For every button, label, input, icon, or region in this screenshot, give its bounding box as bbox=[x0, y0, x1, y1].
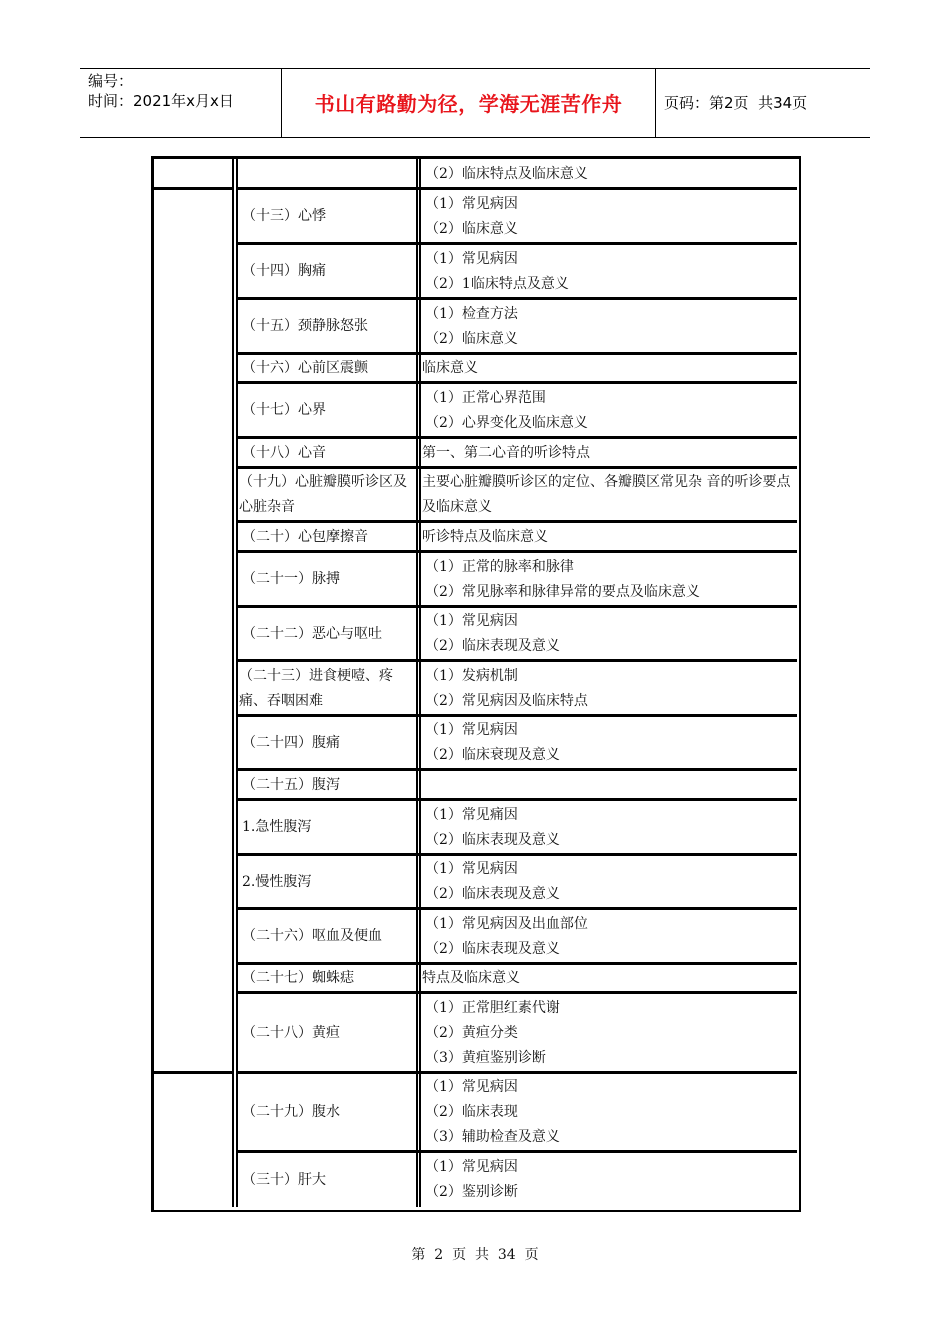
detail-line: （1）常见病因 bbox=[425, 1079, 518, 1095]
table-column-divider bbox=[416, 156, 418, 1207]
detail-line: （2）黄疸分类 bbox=[425, 1025, 518, 1041]
topic-cell: （十七）心界 bbox=[242, 402, 326, 418]
topic-cell: （二十）心包摩擦音 bbox=[242, 529, 368, 545]
detail-line: （2）鉴别诊断 bbox=[425, 1184, 518, 1200]
table-row-separator bbox=[236, 907, 797, 910]
detail-line: （2）临床表现及意义 bbox=[425, 886, 560, 902]
topic-cell: （二十九）腹水 bbox=[242, 1104, 340, 1120]
table-row-separator bbox=[236, 768, 797, 771]
detail-line: （1）常见病因 bbox=[425, 861, 518, 877]
detail-line: （3）辅助检查及意义 bbox=[425, 1129, 560, 1145]
detail-line: （1）常见病因 bbox=[425, 196, 518, 212]
topic-cell: （十五）颈静脉怒张 bbox=[242, 318, 368, 334]
table-row-separator bbox=[236, 714, 797, 717]
detail-line: 特点及临床意义 bbox=[422, 970, 520, 986]
table-row-separator bbox=[236, 466, 797, 469]
detail-line: （2）1临床特点及意义 bbox=[425, 276, 569, 292]
table-row-separator bbox=[236, 798, 797, 801]
table-column-divider bbox=[236, 156, 238, 1207]
detail-line: （1）正常的脉率和脉律 bbox=[425, 559, 574, 575]
page-header bbox=[80, 68, 870, 138]
table-row-separator bbox=[236, 1071, 797, 1074]
topic-cell: （二十六）呕血及便血 bbox=[242, 928, 382, 944]
table-column-divider bbox=[232, 156, 234, 1207]
detail-line: （2）临床意义 bbox=[425, 331, 518, 347]
motto-text: 书山有路勤为径，学海无涯苦作舟 bbox=[314, 92, 623, 116]
table-row-separator bbox=[236, 962, 797, 965]
topic-cell: （三十）肝大 bbox=[242, 1172, 326, 1188]
detail-line: （1）正常心界范围 bbox=[425, 390, 546, 406]
topic-cell: （二十七）蜘蛛痣 bbox=[242, 970, 354, 986]
detail-line: （1）常见病因 bbox=[425, 722, 518, 738]
detail-line: （1）常见痛因 bbox=[425, 807, 518, 823]
document-date-label: 时间：2021年x月x日 bbox=[88, 92, 234, 110]
topic-cell: （二十五）腹泻 bbox=[242, 777, 340, 793]
detail-line: （2）常见病因及临床特点 bbox=[425, 693, 588, 709]
table-row-separator bbox=[236, 187, 797, 190]
table-row-separator bbox=[236, 605, 797, 608]
detail-line: （1）常见病因 bbox=[425, 1159, 518, 1175]
table-group-separator bbox=[151, 1071, 234, 1074]
table-row-separator bbox=[236, 659, 797, 662]
detail-line: （2）临床表现及意义 bbox=[425, 832, 560, 848]
header-page-info: 页码：第2页 共34页 bbox=[664, 94, 808, 112]
detail-line: （1）常见病因 bbox=[425, 251, 518, 267]
topic-cell: （二十三）进食梗噎、疼痛、吞咽困难 bbox=[239, 668, 393, 709]
detail-line: 临床意义 bbox=[422, 360, 478, 376]
table-row-separator bbox=[236, 436, 797, 439]
header-motto-cell bbox=[282, 69, 656, 137]
table-group-separator bbox=[151, 187, 234, 190]
detail-cell: 主要心脏瓣膜听诊区的定位、各瓣膜区常见杂 音的听诊要点及临床意义 bbox=[422, 474, 791, 515]
table-column-divider bbox=[419, 156, 421, 1207]
detail-line: （2）临床表现 bbox=[425, 1104, 518, 1120]
detail-line: （2）临床衰现及意义 bbox=[425, 747, 560, 763]
detail-line: （1）常见病因 bbox=[425, 613, 518, 629]
detail-line: （1）发病机制 bbox=[425, 668, 518, 684]
header-meta-cell bbox=[80, 69, 282, 137]
topic-cell: （二十四）腹痛 bbox=[242, 735, 340, 751]
topic-cell: （二十二）恶心与呕吐 bbox=[242, 626, 382, 642]
topic-cell: （十三）心悸 bbox=[242, 208, 326, 224]
table-row-separator bbox=[236, 550, 797, 553]
table-row-separator bbox=[236, 352, 797, 355]
topic-cell: （二十八）黄疸 bbox=[242, 1025, 340, 1041]
detail-line: （1）常见病因及出血部位 bbox=[425, 916, 588, 932]
header-page-cell bbox=[656, 69, 870, 137]
detail-line: （2）心界变化及临床意义 bbox=[425, 415, 588, 431]
topic-cell: （二十一）脉搏 bbox=[242, 571, 340, 587]
topic-cell: （十四）胸痛 bbox=[242, 263, 326, 279]
topic-cell: （十九）心脏瓣膜听诊区及心脏杂音 bbox=[239, 474, 407, 515]
detail-line: （2）临床意义 bbox=[425, 221, 518, 237]
detail-line: 第一、第二心音的听诊特点 bbox=[422, 445, 590, 461]
table-row-separator bbox=[236, 991, 797, 994]
topic-cell: （十八）心音 bbox=[242, 445, 326, 461]
detail-line: （2）临床特点及临床意义 bbox=[425, 166, 588, 182]
table-row-separator bbox=[236, 1150, 797, 1153]
table-row-separator bbox=[236, 242, 797, 245]
detail-line: （1）正常胆红素代谢 bbox=[425, 1000, 560, 1016]
table-row-separator bbox=[236, 853, 797, 856]
table-row-separator bbox=[236, 297, 797, 300]
detail-line: （2）临床表现及意义 bbox=[425, 941, 560, 957]
detail-line: （2）常见脉率和脉律异常的要点及临床意义 bbox=[425, 584, 700, 600]
detail-line: （3）黄疸鉴别诊断 bbox=[425, 1050, 546, 1066]
document-number-label: 编号： bbox=[88, 72, 134, 90]
table-row-separator bbox=[236, 520, 797, 523]
detail-line: 听诊特点及临床意义 bbox=[422, 529, 548, 545]
table-row-separator bbox=[236, 381, 797, 384]
detail-line: （1）检查方法 bbox=[425, 306, 518, 322]
topic-cell: 1.急性腹泻 bbox=[242, 819, 312, 835]
topic-cell: （十六）心前区震颤 bbox=[242, 360, 368, 376]
page-footer: 第 2 页 共 34 页 bbox=[411, 1247, 539, 1263]
detail-line: （2）临床表现及意义 bbox=[425, 638, 560, 654]
topic-cell: 2.慢性腹泻 bbox=[242, 874, 312, 890]
